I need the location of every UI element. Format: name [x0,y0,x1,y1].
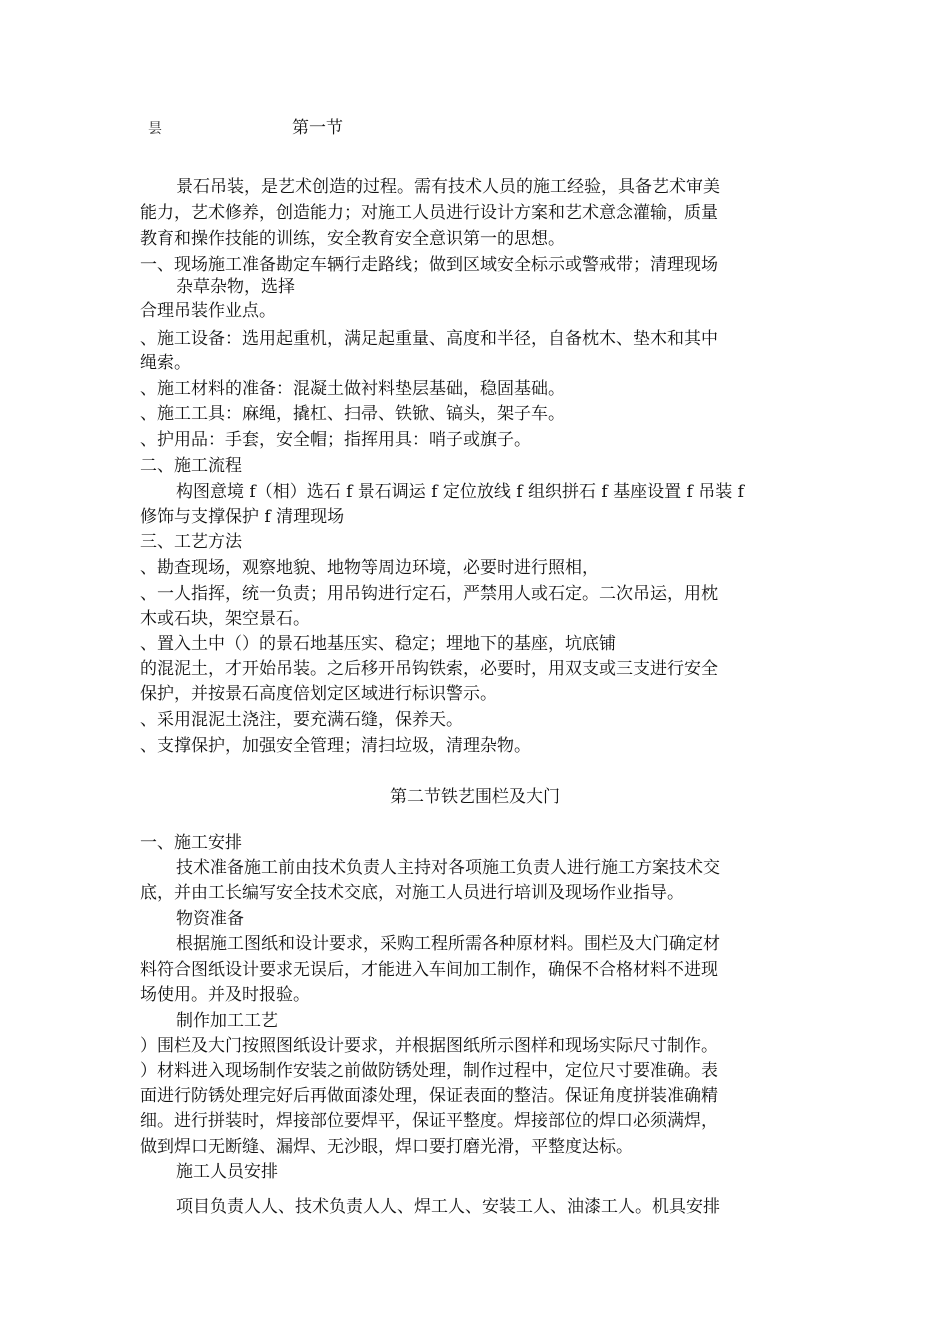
paragraph-line: 、一人指挥，统一负责；用吊钩进行定石，严禁用人或石定。二次吊运，用枕 [140,584,718,604]
paragraph-line: 修饰与支撑保护 f 清理现场 [140,507,345,527]
paragraph-line: 料符合图纸设计要求无误后，才能进入车间加工制作，确保不合格材料不进现 [140,960,718,980]
paragraph-line: 、置入土中（）的景石地基压实、稳定；埋地下的基座，坑底铺 [140,634,616,654]
heading-line: 一、现场施工准备勘定车辆行走路线；做到区域安全标示或警戒带；清理现场 [140,255,718,275]
paragraph-line: 、施工工具：麻绳，撬杠、扫帚、铁锨、镐头，架子车。 [140,404,565,424]
paragraph-line: 能力，艺术修养，创造能力；对施工人员进行设计方案和艺术意念灌输，质量 [140,203,718,223]
subheading-line: 制作加工工艺 [176,1011,278,1031]
paragraph-line: 木或石块，架空景石。 [140,609,310,629]
section-2-title: 第二节铁艺围栏及大门 [390,787,560,807]
section-1-title: 第一节 [292,118,343,138]
paragraph-line: 、勘查现场，观察地貌、地物等周边环境，必要时进行照相， [140,558,599,578]
paragraph-line: ）材料进入现场制作安装之前做防锈处理，制作过程中，定位尺寸要准确。表 [140,1061,718,1081]
paragraph-line: ）围栏及大门按照图纸设计要求，并根据图纸所示图样和现场实际尺寸制作。 [140,1036,718,1056]
subheading-line: 物资准备 [176,909,244,929]
paragraph-line: 项目负责人人、技术负责人人、焊工人、安装工人、油漆工人。机具安排 [176,1197,720,1217]
heading-line: 一、施工安排 [140,833,242,853]
paragraph-line: 、施工材料的准备：混凝土做衬料垫层基础，稳固基础。 [140,379,565,399]
paragraph-line: 、施工设备：选用起重机，满足起重量、高度和半径，自备枕木、垫木和其中 [140,329,718,349]
paragraph-line: 、支撑保护，加强安全管理；清扫垃圾，清理杂物。 [140,736,531,756]
paragraph-line: 、采用混泥土浇注，要充满石缝，保养天。 [140,710,463,730]
paragraph-line: 保护，并按景石高度倍划定区域进行标识警示。 [140,684,497,704]
paragraph-line: 做到焊口无断缝、漏焊、无沙眼，焊口要打磨光滑，平整度达标。 [140,1137,633,1157]
paragraph-line: 合理吊装作业点。 [140,301,276,321]
paragraph-line: 根据施工图纸和设计要求，采购工程所需各种原材料。围栏及大门确定材 [176,934,720,954]
paragraph-line: 场使用。并及时报验。 [140,985,310,1005]
paragraph-line: 、护用品：手套，安全帽；指挥用具：哨子或旗子。 [140,430,531,450]
paragraph-line: 景石吊装，是艺术创造的过程。需有技术人员的施工经验，具备艺术审美 [176,177,720,197]
heading-line: 二、施工流程 [140,456,242,476]
paragraph-line: 杂草杂物，选择 [176,277,295,297]
paragraph-line: 绳索。 [140,353,191,373]
paragraph-line: 教育和操作技能的训练，安全教育安全意识第一的思想。 [140,229,565,249]
paragraph-line: 细。进行拼装时，焊接部位要焊平，保证平整度。焊接部位的焊口必须满焊， [140,1111,718,1131]
paragraph-line: 构图意境 f（相）选石 f 景石调运 f 定位放线 f 组织拼石 f 基座设置 f 吊装 f [176,482,744,502]
paragraph-line: 底，并由工长编写安全技术交底，对施工人员进行培训及现场作业指导。 [140,883,684,903]
header-mark: 昙 [148,121,162,137]
paragraph-line: 技术准备施工前由技术负责人主持对各项施工负责人进行施工方案技术交 [176,858,720,878]
paragraph-line: 面进行防锈处理完好后再做面漆处理，保证表面的整洁。保证角度拼装准确精 [140,1086,718,1106]
heading-line: 三、工艺方法 [140,532,242,552]
paragraph-line: 的混泥土，才开始吊装。之后移开吊钩铁索，必要时，用双支或三支进行安全 [140,659,718,679]
subheading-line: 施工人员安排 [176,1162,278,1182]
